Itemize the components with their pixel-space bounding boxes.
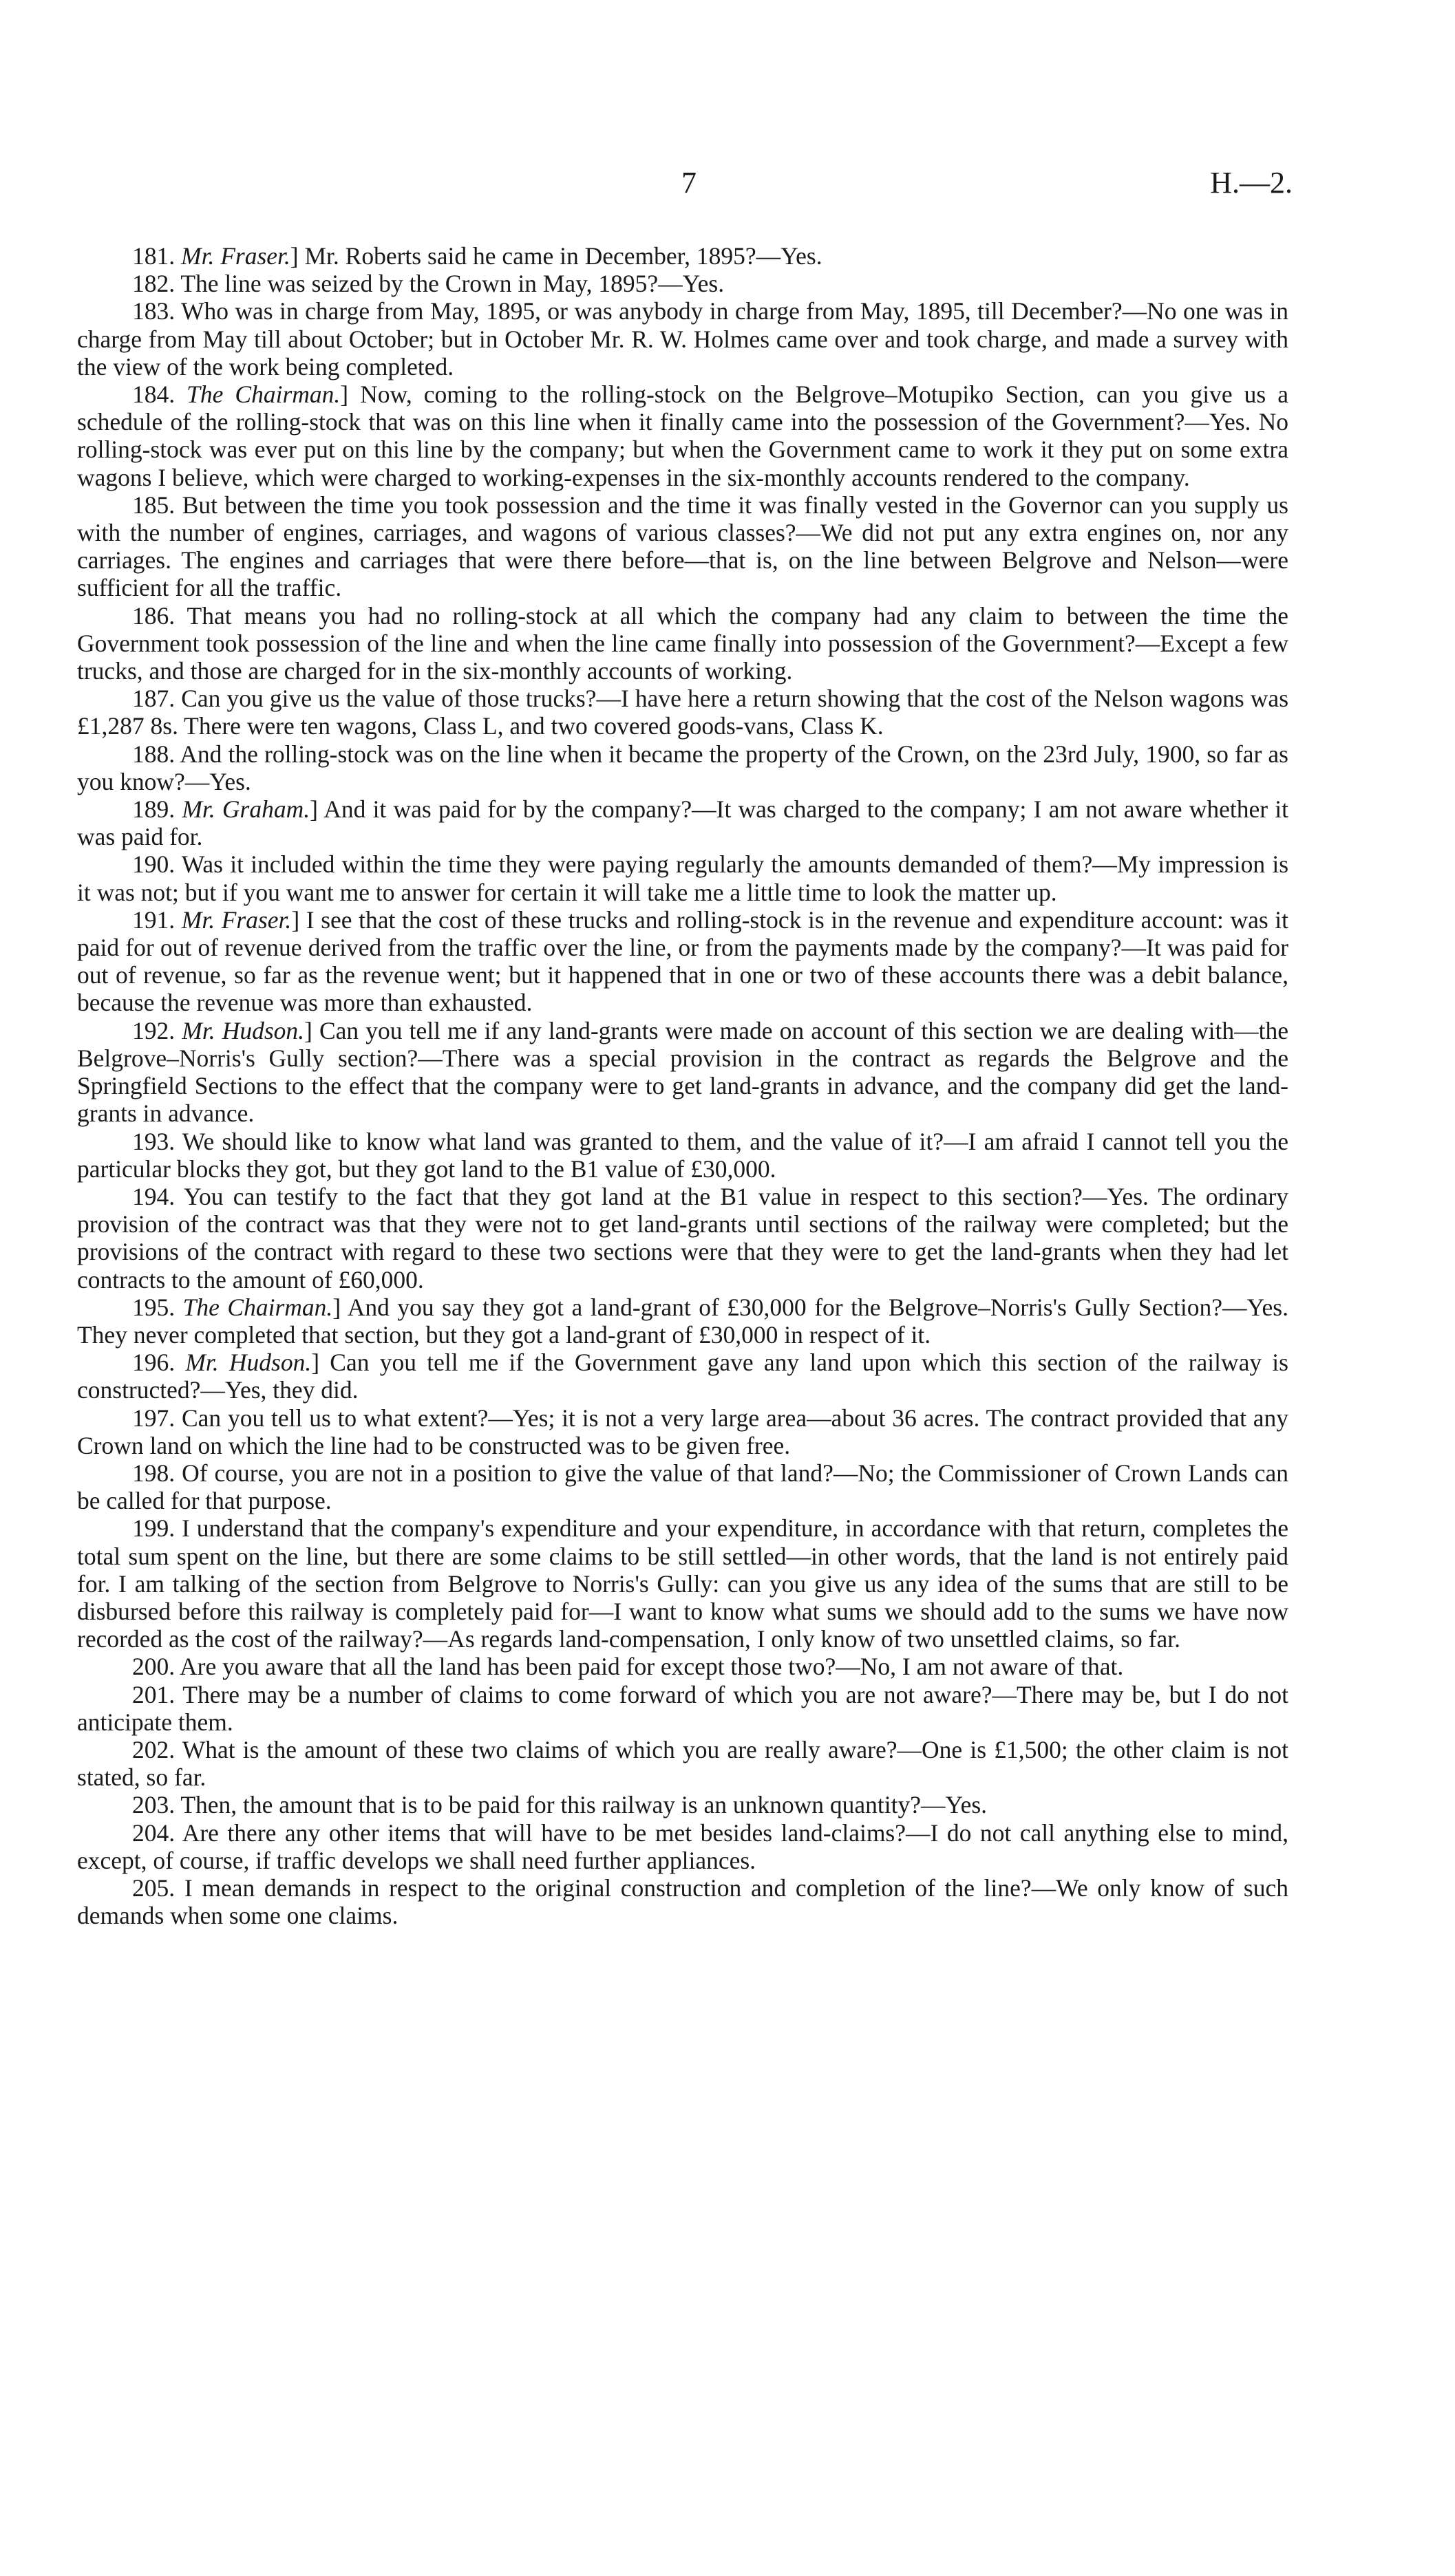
paragraph-text: Then, the amount that is to be paid for this railway is an unknown quantity?—Yes. (180, 1791, 988, 1819)
question-number: 186. (132, 601, 176, 630)
paragraph-183 (77, 297, 1288, 380)
paragraph-text: Are there any other items that will have to be met besides land-claims?—I do not call anything else to mind, except, of course, if traffic develops we shall need further appliances. (77, 1818, 1289, 1874)
paragraph-184 (77, 380, 1288, 491)
question-number: 185. (132, 491, 176, 519)
question-number: 202. (132, 1735, 176, 1763)
paragraph-text: ] I see that the cost of these trucks and rolling-stock is in the revenue and expenditure account: was it paid for out of revenue derived from the traffic over the line, or from the payments made by the company?—It was paid for out of revenue, so far as the revenue went; but it happened that in one or two of these accounts there was a debit balance, because the revenue was more than exhausted. (77, 905, 1289, 1017)
paragraph-text: Are you aware that all the land has been paid for except those two?—No, I am not aware of that. (180, 1653, 1124, 1681)
question-number: 196. (132, 1349, 176, 1377)
speaker-name: Mr. Graham. (182, 795, 310, 824)
speaker-name: Mr. Hudson. (182, 1016, 305, 1044)
paragraph-text: ] And you say they got a land-grant of £30,000 for the Belgrove–Norris's Gully Section?—Yes. They never completed that section, but they got a land-grant of £30,000 in respect of it. (77, 1293, 1289, 1349)
paragraph-199 (77, 1514, 1288, 1653)
paragraph-186 (77, 602, 1288, 685)
paragraph-text: ] Mr. Roberts said he came in December, 1895?—Yes. (290, 242, 822, 270)
paragraph-text: Was it included within the time they were paying regularly the amounts demanded of them?—My impression is it was not; but if you want me to answer for certain it will take me a little time to look the matter up. (77, 850, 1289, 906)
paragraph-text: And the rolling-stock was on the line when it became the property of the Crown, on the 23rd July, 1900, so far as you know?—Yes. (77, 740, 1288, 795)
paragraph-189 (77, 795, 1288, 850)
paragraph-text: The line was seized by the Crown in May, 1895?—Yes. (180, 270, 725, 298)
paragraph-194 (77, 1183, 1288, 1294)
paragraph-text: I mean demands in respect to the original construction and completion of the line?—We only know of such demands when some one claims. (77, 1874, 1288, 1930)
speaker-name: The Chairman. (182, 1293, 333, 1321)
question-number: 203. (132, 1791, 176, 1819)
paragraph-198 (77, 1459, 1288, 1514)
question-number: 201. (132, 1680, 176, 1708)
question-number: 205. (132, 1874, 176, 1902)
paragraph-text: But between the time you took possession and the time it was finally vested in the Governor can you supply us with the number of engines, carriages, and wagons of various classes?—We did not put any extra engines on, nor any carriages. The engines and carriages that were there before—that is, on the line between Belgrove and Nelson—were sufficient for all the traffic. (77, 491, 1288, 602)
paragraph-text: You can testify to the fact that they got land at the B1 value in respect to this section?—Yes. The ordinary provision of the contract was that they were not to get land-grants until sections of the railway were completed; but the provisions of the contract with regard to these two sections were that they were to get the land-grants when they had let contracts to the amount of £60,000. (77, 1182, 1288, 1294)
paragraph-187 (77, 685, 1288, 740)
paragraph-196 (77, 1349, 1288, 1404)
paragraph-185 (77, 491, 1288, 602)
question-number: 204. (132, 1818, 176, 1847)
paragraph-text: There may be a number of claims to come forward of which you are not aware?—There may be, but I do not anticipate them. (77, 1680, 1289, 1736)
speaker-name: Mr. Hudson. (185, 1349, 312, 1377)
evidence-transcript (77, 242, 1288, 1929)
speaker-name: Mr. Fraser. (181, 905, 292, 934)
paragraph-192 (77, 1017, 1288, 1128)
question-number: 182. (132, 270, 176, 298)
paragraph-text: ] Now, coming to the rolling-stock on the Belgrove–Motupiko Section, can you give us a schedule of the rolling-stock that was on this line when it finally came into the possession of the Government?—Yes. No rolling-stock was ever put on this line by the company; but when the Government came to work it they put on some extra wagons I believe, which were charged to working-expenses in the six-monthly accounts rendered to the company. (77, 380, 1288, 491)
paragraph-190 (77, 850, 1288, 905)
paragraph-200 (77, 1653, 1288, 1680)
paragraph-text: Can you give us the value of those trucks?—I have here a return showing that the cost of the Nelson wagons was £1,287 8s. There were ten wagons, Class L, and two covered goods-vans, Class K. (77, 685, 1289, 740)
paragraph-202 (77, 1736, 1288, 1791)
speaker-name: The Chairman. (187, 380, 341, 409)
paragraph-201 (77, 1681, 1288, 1736)
question-number: 190. (132, 850, 176, 879)
question-number: 197. (132, 1404, 176, 1432)
paragraph-text: I understand that the company's expenditure and your expenditure, in accordance with that return, completes the total sum spent on the line, but there are some claims to be still settled—in other words, that the land is not entirely paid for. I am talking of the section from Belgrove to Norris's Gully: can you give us any idea of the sums that are still to be disbursed before this railway is completely paid for—I want to know what sums we should add to the sums we have now recorded as the cost of the railway?—As regards land-compensation, I only know of two unsettled claims, so far. (77, 1514, 1288, 1653)
speaker-name: Mr. Fraser. (181, 242, 290, 270)
question-number: 181. (132, 242, 176, 270)
paragraph-text: That means you had no rolling-stock at all which the company had any claim to between the time the Government took possession of the line and when the line came finally into possession of the Government?—Except a few trucks, and those are charged for in the six-monthly accounts of working. (77, 601, 1289, 685)
question-number: 195. (132, 1293, 176, 1321)
question-number: 189. (132, 795, 176, 824)
paragraph-203 (77, 1791, 1288, 1818)
paragraph-188 (77, 740, 1288, 795)
paragraph-text: Can you tell us to what extent?—Yes; it is not a very large area—about 36 acres. The contract provided that any Crown land on which the line had to be constructed was to be given free. (77, 1404, 1289, 1459)
paragraph-text: We should like to know what land was granted to them, and the value of it?—I am afraid I cannot tell you the particular blocks they got, but they got land to the B1 value of £30,000. (77, 1127, 1288, 1183)
paragraph-text: ] Can you tell me if the Government gave any land upon which this section of the railway is constructed?—Yes, they did. (77, 1349, 1288, 1404)
paragraph-text: ] Can you tell me if any land-grants were made on account of this section we are dealing with—the Belgrove–Norris's Gully section?—There was a special provision in the contract as regards the Belgrove and the Springfield Sections to the effect that the company were to get land-grants in advance, and the company did get the land-grants in advance. (77, 1016, 1289, 1128)
question-number: 187. (132, 685, 176, 713)
paragraph-193 (77, 1128, 1288, 1183)
question-number: 192. (132, 1016, 176, 1044)
paragraph-195 (77, 1294, 1288, 1349)
paragraph-text: Who was in charge from May, 1895, or was anybody in charge from May, 1895, till December?—No one was in charge from May till about October; but in October Mr. R. W. Holmes came over and took charge, and made a survey with the view of the work being completed. (77, 297, 1288, 380)
question-number: 200. (132, 1653, 176, 1681)
paragraph-205 (77, 1874, 1288, 1929)
question-number: 198. (132, 1459, 176, 1487)
paragraph-204 (77, 1819, 1288, 1874)
paragraph-181 (77, 242, 1288, 270)
paragraph-191 (77, 906, 1288, 1017)
question-number: 184. (132, 380, 176, 409)
question-number: 199. (132, 1514, 176, 1543)
paragraph-182 (77, 270, 1288, 297)
page-number: 7 (681, 166, 697, 200)
question-number: 193. (132, 1127, 176, 1155)
paragraph-text: Of course, you are not in a position to give the value of that land?—No; the Commissioner of Crown Lands can be called for that purpose. (77, 1459, 1289, 1515)
question-number: 194. (132, 1182, 176, 1210)
question-number: 188. (132, 740, 176, 768)
paragraph-text: ] And it was paid for by the company?—It was charged to the company; I am not aware whether it was paid for. (77, 795, 1288, 851)
paragraph-197 (77, 1404, 1288, 1459)
document-reference: H.—2. (1210, 166, 1293, 200)
question-number: 191. (132, 905, 176, 934)
question-number: 183. (132, 297, 176, 325)
paragraph-text: What is the amount of these two claims of which you are really aware?—One is £1,500; the other claim is not stated, so far. (77, 1735, 1289, 1792)
